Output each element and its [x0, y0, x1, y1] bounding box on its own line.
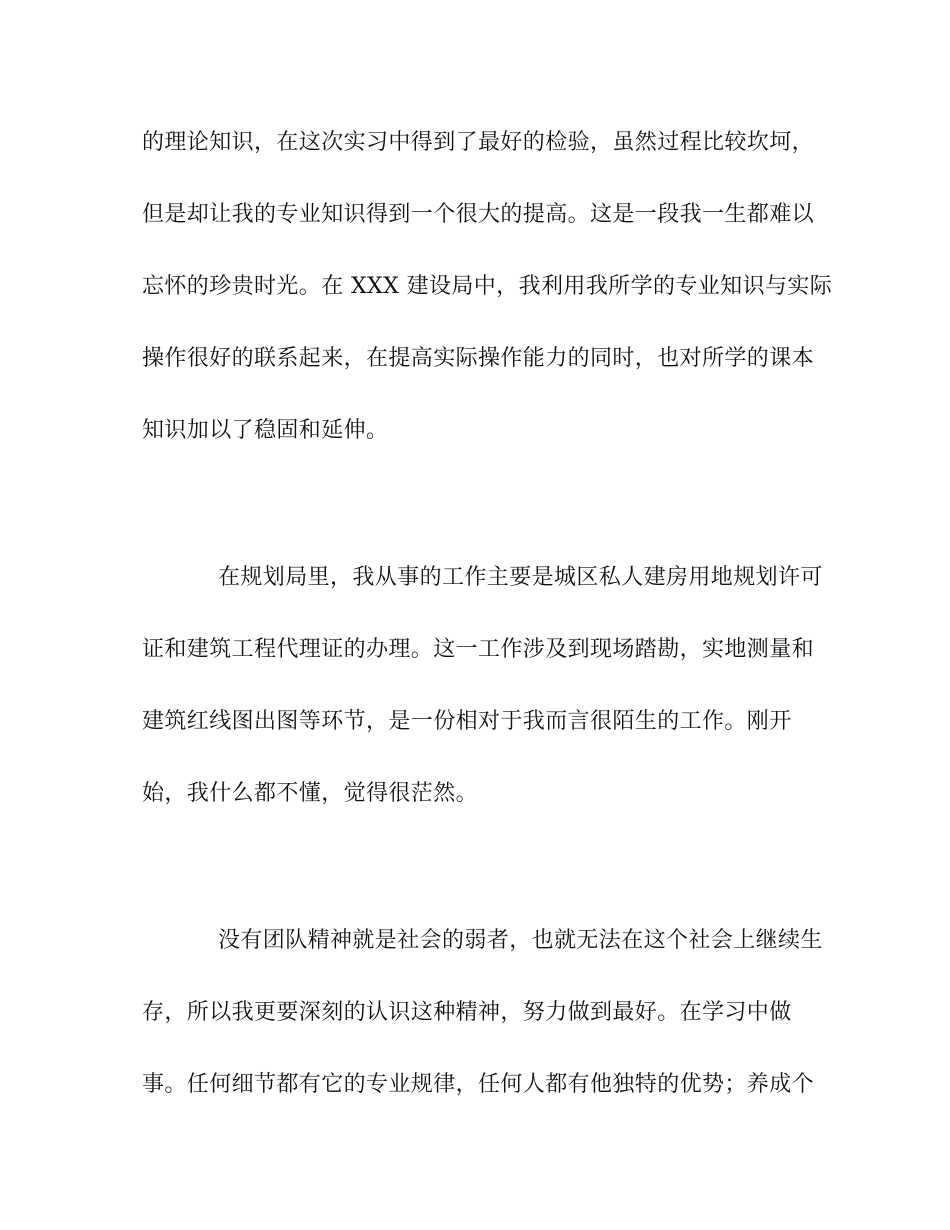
paragraph-2-line-2: 证和建筑工程代理证的办理。这一工作涉及到现场踏勘，实地测量和	[142, 637, 815, 662]
paragraph-1-line-2: 但是却让我的专业知识得到一个很大的提高。这是一段我一生都难以	[142, 202, 815, 227]
paragraph-1-line-5: 知识加以了稳固和延伸。	[142, 418, 389, 443]
paragraph-1-line-4: 操作很好的联系起来，在提高实际操作能力的同时，也对所学的课本	[142, 346, 815, 371]
paragraph-3-line-3: 事。任何细节都有它的专业规律，任何人都有他独特的优势；养成个	[142, 1072, 815, 1097]
paragraph-3-line-2: 存，所以我更要深刻的认识这种精神，努力做到最好。在学习中做	[142, 1000, 792, 1025]
paragraph-3-line-1: 没有团队精神就是社会的弱者，也就无法在这个社会上继续生	[218, 928, 823, 953]
paragraph-1-line-3: 忘怀的珍贵时光。在 XXX 建设局中，我利用我所学的专业知识与实际	[142, 274, 833, 299]
paragraph-1-line-1: 的理论知识，在这次实习中得到了最好的检验，虽然过程比较坎坷，	[142, 130, 815, 155]
paragraph-2-line-4: 始，我什么都不懂，觉得很茫然。	[142, 781, 479, 806]
paragraph-2-line-1: 在规划局里，我从事的工作主要是城区私人建房用地规划许可	[218, 565, 823, 590]
paragraph-2-line-3: 建筑红线图出图等环节，是一份相对于我而言很陌生的工作。刚开	[142, 709, 792, 734]
